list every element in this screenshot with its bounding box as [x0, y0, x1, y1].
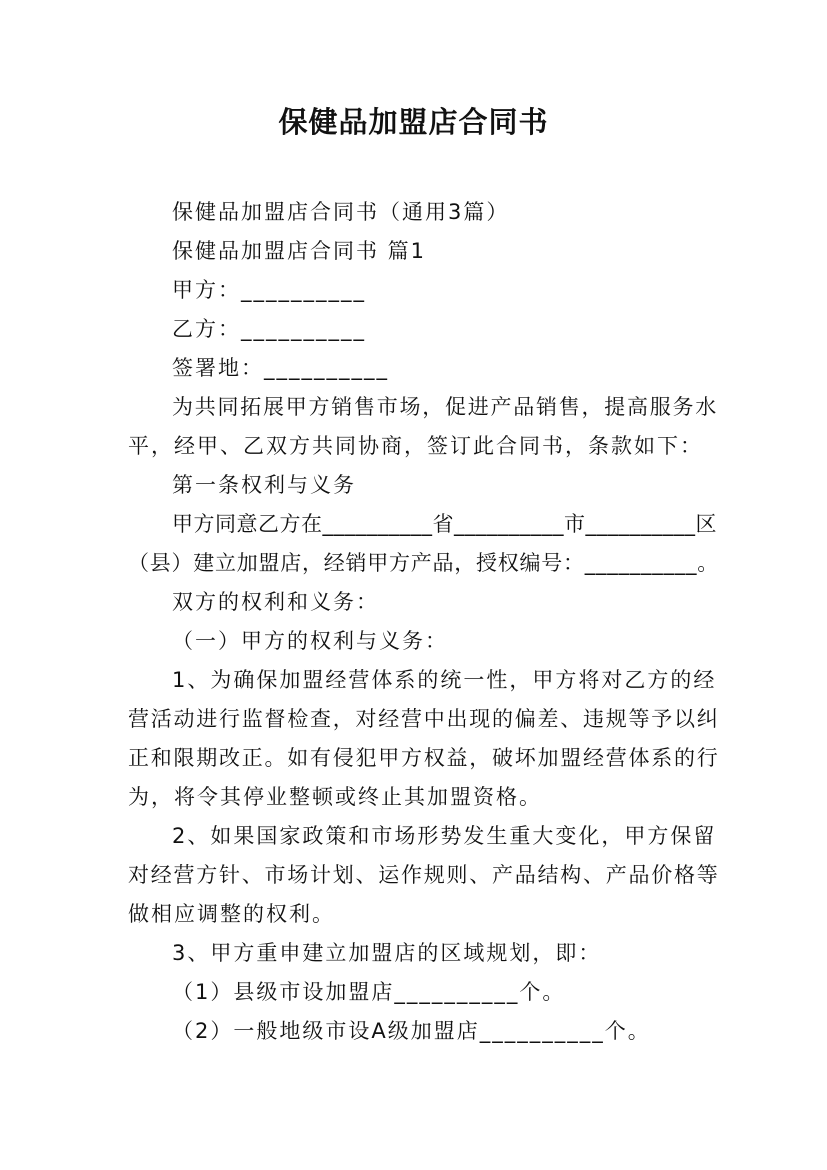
subtitle-line: 保健品加盟店合同书（通用3篇）: [172, 200, 510, 224]
article-heading: 第一条权利与义务: [172, 473, 356, 497]
document-title: 保健品加盟店合同书: [278, 105, 549, 139]
paragraph-line: 对经营方针、市场计划、运作规则、产品结构、产品价格等: [128, 863, 720, 887]
party-b-line: 乙方：__________: [172, 317, 366, 341]
paragraph-line: （县）建立加盟店，经销甲方产品，授权编号：__________。: [128, 551, 719, 575]
paragraph-line: 营活动进行监督检查，对经营中出现的偏差、违规等予以纠: [128, 707, 720, 731]
list-item: （1）县级市设加盟店__________个。: [172, 980, 566, 1004]
paragraph-line: 做相应调整的权利。: [128, 902, 335, 926]
list-item: （2）一般地级市设A级加盟店__________个。: [172, 1019, 651, 1043]
paragraph-line: 1、为确保加盟经营体系的统一性，甲方将对乙方的经: [172, 668, 717, 692]
paragraph-line: 3、甲方重申建立加盟店的区域规划，即：: [172, 941, 602, 965]
subsection-heading: （一）甲方的权利与义务：: [172, 629, 448, 653]
paragraph-line: 正和限期改正。如有侵犯甲方权益，破坏加盟经营体系的行: [128, 746, 720, 770]
party-a-line: 甲方：__________: [172, 278, 366, 302]
paragraph-line: 双方的权利和义务：: [172, 590, 379, 614]
paragraph-line: 为共同拓展甲方销售市场，促进产品销售，提高服务水: [172, 395, 718, 419]
paragraph-line: 为，将令其停业整顿或终止其加盟资格。: [128, 785, 542, 809]
signing-place-line: 签署地：__________: [172, 356, 389, 380]
paragraph-line: 平，经甲、乙双方共同协商，签订此合同书，条款如下：: [128, 434, 703, 458]
paragraph-line: 2、如果国家政策和市场形势发生重大变化，甲方保留: [172, 824, 717, 848]
paragraph-line: 甲方同意乙方在__________省__________市__________区: [172, 512, 717, 536]
section-heading: 保健品加盟店合同书 篇1: [172, 239, 427, 263]
